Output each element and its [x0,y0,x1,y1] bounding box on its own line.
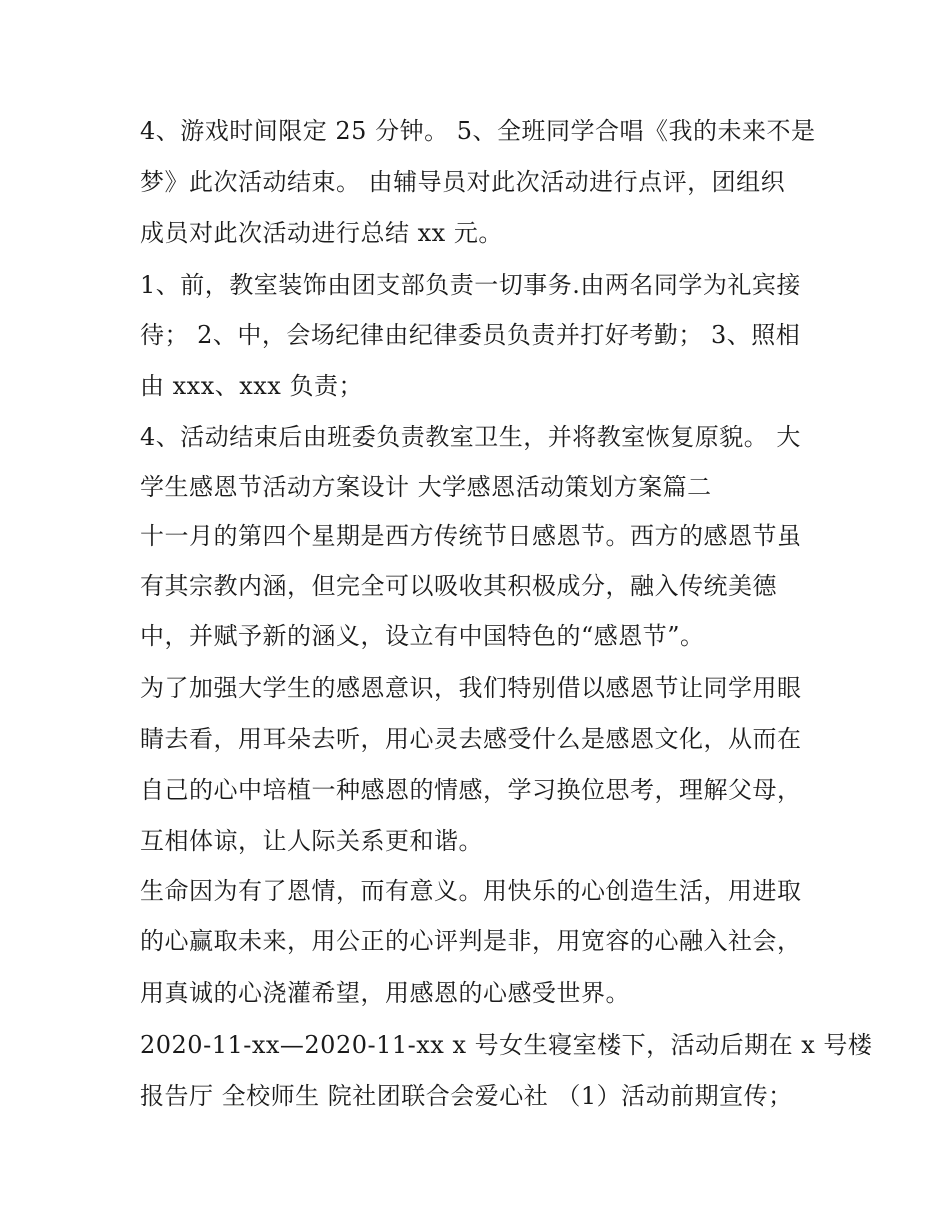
text-line: 待； 2、中，会场纪律由纪律委员负责并打好考勤； 3、照相 [140,321,801,349]
text-line: 十一月的第四个星期是西方传统节日感恩节。西方的感恩节虽 [140,522,802,550]
text-line: 的心赢取未来，用公正的心评判是非，用宽容的心融入社会， [140,927,802,955]
text-line: 报告厅 全校师生 院社团联合会爱心社 （1）活动前期宣传； [140,1082,793,1110]
text-line: 成员对此次活动进行总结 xx 元。 [140,219,503,247]
text-line: 4、活动结束后由班委负责教室卫生，并将教室恢复原貌。 大 [140,423,801,451]
text-line: 4、游戏时间限定 25 分钟。 5、全班同学合唱《我的未来不是 [140,117,816,145]
text-line: 学生感恩节活动方案设计 大学感恩活动策划方案篇二 [140,473,712,501]
text-line: 由 xxx、xxx 负责； [140,372,363,400]
text-line: 1、前，教室装饰由团支部负责一切事务.由两名同学为礼宾接 [140,271,801,299]
text-line: 用真诚的心浇灌希望，用感恩的心感受世界。 [140,979,630,1007]
text-line: 2020-11-xx—2020-11-xx x 号女生寝室楼下，活动后期在 x 号楼 [140,1031,873,1059]
text-line: 生命因为有了恩情，而有意义。用快乐的心创造生活，用进取 [140,877,802,905]
text-line: 为了加强大学生的感恩意识，我们特别借以感恩节让同学用眼 [140,674,802,702]
text-line: 互相体谅，让人际关系更和谐。 [140,827,483,855]
text-line: 睛去看，用耳朵去听，用心灵去感受什么是感恩文化，从而在 [140,725,802,753]
text-line: 有其宗教内涵，但完全可以吸收其积极成分，融入传统美德 [140,572,777,600]
text-line: 自己的心中培植一种感恩的情感，学习换位思考，理解父母， [140,776,802,804]
text-line: 中，并赋予新的涵义，设立有中国特色的“感恩节”。 [140,622,705,650]
text-line: 梦》此次活动结束。 由辅导员对此次活动进行点评，团组织 [140,168,786,196]
